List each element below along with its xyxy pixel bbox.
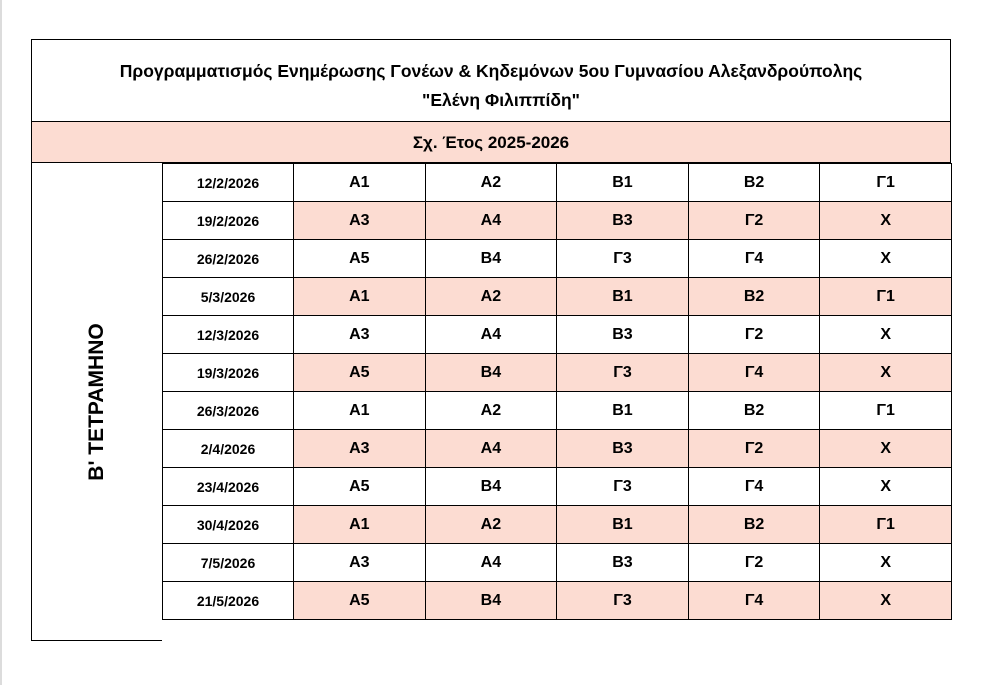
class-cell: Γ4 (688, 354, 820, 392)
class-cell: Α4 (425, 544, 557, 582)
table-row (163, 392, 952, 430)
class-cell: Γ1 (820, 278, 952, 316)
document-title: Προγραμματισμός Ενημέρωσης Γονέων & Κηδεμόνων 5ου Γυμνασίου Αλεξανδρούπολης (119, 61, 863, 81)
class-cell: Α5 (294, 354, 426, 392)
class-cell: Α4 (425, 430, 557, 468)
class-cell: Γ1 (820, 164, 952, 202)
date-cell: 21/5/2026 (163, 582, 294, 620)
class-cell: Γ3 (557, 468, 689, 506)
class-cell: Α4 (425, 316, 557, 354)
table-row (163, 582, 952, 620)
class-cell: Β4 (425, 582, 557, 620)
class-cell: Α3 (294, 544, 426, 582)
class-cell: Χ (820, 468, 952, 506)
class-cell: Χ (820, 582, 952, 620)
class-cell: Α5 (294, 582, 426, 620)
school-name: "Ελένη Φιλιππίδη" (422, 90, 580, 110)
class-cell: Γ3 (557, 582, 689, 620)
class-cell: Β3 (557, 316, 689, 354)
document-title-box (31, 39, 951, 122)
class-cell: Γ4 (688, 468, 820, 506)
table-row (163, 544, 952, 582)
class-cell: Χ (820, 202, 952, 240)
class-cell: Γ2 (688, 430, 820, 468)
class-cell: Γ4 (688, 582, 820, 620)
term-label: Β' ΤΕΤΡΑΜΗΝΟ (85, 322, 108, 481)
date-cell: 19/3/2026 (163, 354, 294, 392)
date-cell: 26/2/2026 (163, 240, 294, 278)
class-cell: Α2 (425, 392, 557, 430)
page-edge (0, 0, 2, 685)
class-cell: Α1 (294, 164, 426, 202)
class-cell: Α1 (294, 392, 426, 430)
class-cell: Α2 (425, 278, 557, 316)
class-cell: Β2 (688, 164, 820, 202)
date-cell: 23/4/2026 (163, 468, 294, 506)
class-cell: Χ (820, 316, 952, 354)
class-cell: Β1 (557, 506, 689, 544)
class-cell: Β4 (425, 354, 557, 392)
table-row (163, 468, 952, 506)
class-cell: Χ (820, 544, 952, 582)
class-cell: Β3 (557, 430, 689, 468)
table-row (163, 316, 952, 354)
class-cell: Γ1 (820, 392, 952, 430)
class-cell: Β2 (688, 506, 820, 544)
class-cell: Χ (820, 430, 952, 468)
class-cell: Χ (820, 354, 952, 392)
class-cell: Β1 (557, 278, 689, 316)
class-cell: Β2 (688, 392, 820, 430)
class-cell: Β2 (688, 278, 820, 316)
class-cell: Γ2 (688, 544, 820, 582)
class-cell: Γ2 (688, 316, 820, 354)
class-cell: Α3 (294, 316, 426, 354)
date-cell: 19/2/2026 (163, 202, 294, 240)
table-row (163, 164, 952, 202)
class-cell: Α3 (294, 202, 426, 240)
class-cell: Α4 (425, 202, 557, 240)
date-cell: 12/2/2026 (163, 164, 294, 202)
table-row (163, 278, 952, 316)
class-cell: Α2 (425, 506, 557, 544)
class-cell: Α3 (294, 430, 426, 468)
class-cell: Β3 (557, 544, 689, 582)
date-cell: 12/3/2026 (163, 316, 294, 354)
table-row (163, 240, 952, 278)
class-cell: Β1 (557, 392, 689, 430)
class-cell: Γ1 (820, 506, 952, 544)
schedule-table (162, 163, 952, 620)
date-cell: 30/4/2026 (163, 506, 294, 544)
date-cell: 26/3/2026 (163, 392, 294, 430)
table-row (163, 202, 952, 240)
class-cell: Α5 (294, 468, 426, 506)
class-cell: Β3 (557, 202, 689, 240)
class-cell: Χ (820, 240, 952, 278)
class-cell: Β4 (425, 240, 557, 278)
class-cell: Α1 (294, 278, 426, 316)
date-cell: 7/5/2026 (163, 544, 294, 582)
class-cell: Γ3 (557, 354, 689, 392)
class-cell: Α2 (425, 164, 557, 202)
class-cell: Γ4 (688, 240, 820, 278)
school-year-bar: Σχ. Έτος 2025-2026 (31, 122, 951, 163)
table-row (163, 430, 952, 468)
class-cell: Γ2 (688, 202, 820, 240)
date-cell: 5/3/2026 (163, 278, 294, 316)
table-row (163, 506, 952, 544)
date-cell: 2/4/2026 (163, 430, 294, 468)
class-cell: Β1 (557, 164, 689, 202)
class-cell: Α1 (294, 506, 426, 544)
class-cell: Γ3 (557, 240, 689, 278)
table-row (163, 354, 952, 392)
term-cell (31, 163, 162, 641)
class-cell: Β4 (425, 468, 557, 506)
class-cell: Α5 (294, 240, 426, 278)
